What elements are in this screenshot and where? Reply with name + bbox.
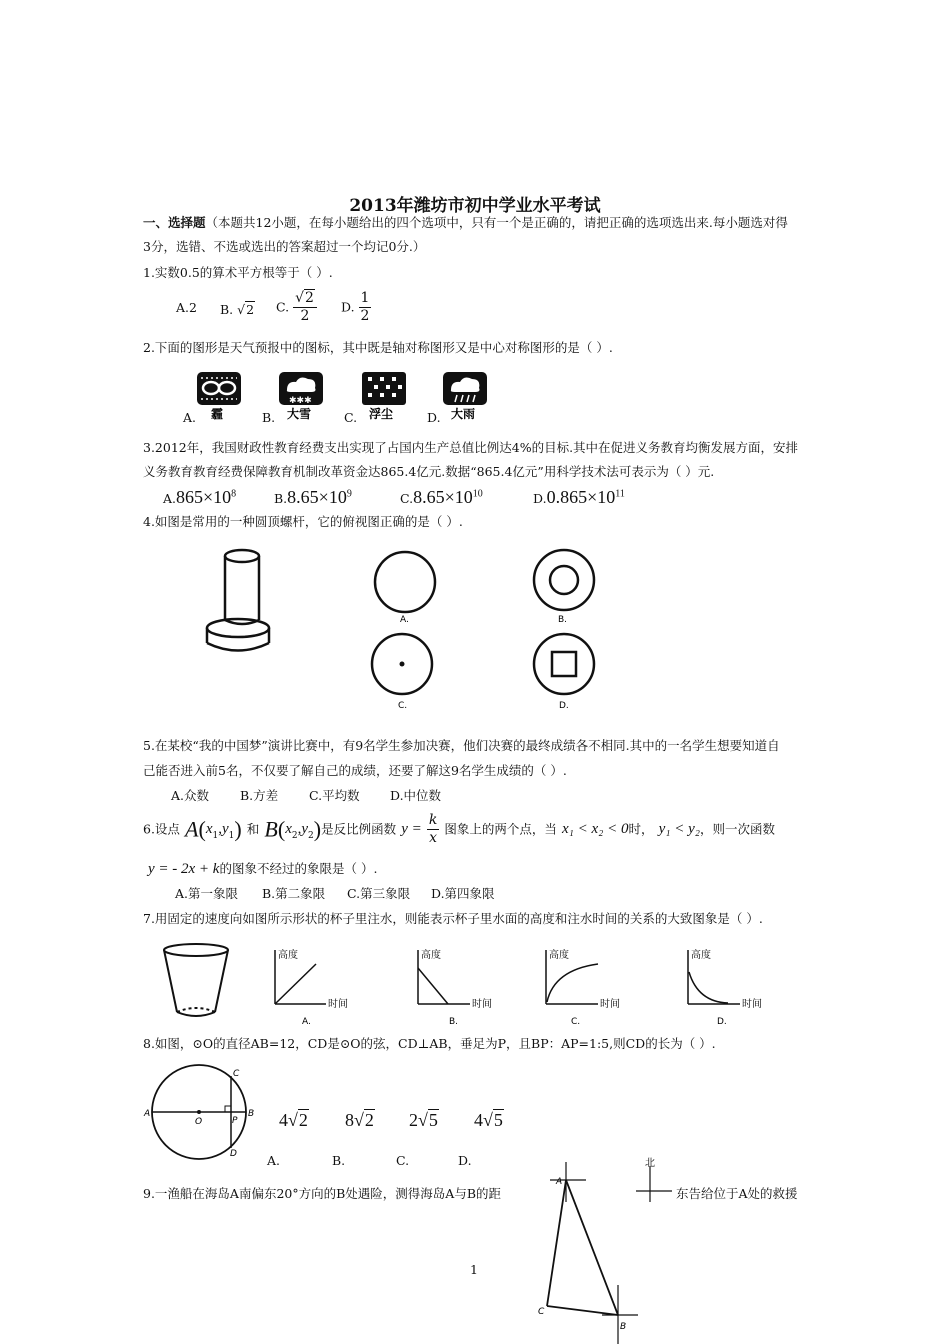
icon-label-heavy-rain: 大雨 [451,407,476,421]
section-intro-line1: （本题共12小题，在每小题给出的四个选项中，只有一个是正确的，请把正确的选项选出来.每小题选对得 [205,215,788,230]
q5-option-c[interactable]: C.平均数 [309,788,360,803]
q1-option-a[interactable]: A.2 [176,300,197,315]
section-heading: 一、选择题 [143,215,206,230]
svg-text:✱✱✱: ✱✱✱ [289,396,312,406]
q5-option-a[interactable]: A.众数 [171,788,210,803]
svg-text:时间: 时间 [328,999,348,1010]
cup-figure [164,944,228,1016]
q7-label-d: D. [717,1017,727,1027]
q1-option-d[interactable]: D. $\frac{1}{2}$ [341,290,370,324]
q2-option-d[interactable]: D. [427,410,441,425]
svg-text:时间: 时间 [742,999,762,1010]
q2-option-a[interactable]: A. [183,410,197,425]
svg-text:C: C [233,1069,240,1079]
q3-option-c[interactable]: $C.8.65\times 10^{10}$ [400,487,483,507]
q5-option-d[interactable]: D.中位数 [390,788,442,803]
heavy-rain-icon[interactable] [443,372,487,405]
svg-text:D: D [230,1149,237,1159]
page-title: 2013年潍坊市初中学业水平考试 [349,196,601,216]
q6-option-d[interactable]: D.第四象限 [431,886,495,901]
q5-line1: 5.在某校“我的中国梦”演讲比赛中，有9名学生参加决赛，他们决赛的最终成绩各不相同.其中的一名学生想要知道自 [143,738,780,753]
q8-answer-d: 4√5 [474,1110,503,1130]
q4-figure [195,540,635,715]
q6-stem-line1: 6.设点 $A(x_1,y_1)$ 和 $B(x_2,y_2)$是反比例函数 y = $\frac{k}{x}$ 图象上的两个点，当 x₁ < x₂ < 0时， y₁ < y₂，则一次函数 [143,812,775,846]
q8-circle-figure [142,1060,272,1160]
svg-text:高度: 高度 [549,950,569,961]
q2-option-b[interactable]: B. [262,410,276,425]
svg-text:O: O [195,1117,203,1127]
svg-text:A: A [144,1109,151,1119]
q3-line2: 义务教育教育经费保障教育机制改革资金达865.4亿元.数据“865.4亿元”用科学技术法可表示为（ ）元. [143,464,715,479]
q1-stem: 1.实数0.5的算术平方根等于（ ）. [143,265,333,280]
option-d-circle [534,634,594,694]
q6-option-b[interactable]: B.第二象限 [262,886,326,901]
q8-stem: 8.如图，⊙O的直径AB=12，CD是⊙O的弦，CD⊥AB，垂足为P，且BP：AP=1:5,则CD的长为（ ）. [143,1036,716,1051]
option-a-circle [375,552,435,612]
q3-line1: 3.2012年，我国财政性教育经费支出实现了占国内生产总值比例达4%的目标.其中在促进义务教育均衡发展方面，安排 [143,440,799,455]
svg-text:高度: 高度 [278,950,298,961]
dust-icon[interactable] [362,372,406,405]
icon-label-heavy-snow: 大雪 [287,407,312,421]
svg-text:P: P [232,1116,238,1126]
svg-text:时间: 时间 [600,999,620,1010]
option-b-circle [534,550,594,610]
q8-option-d[interactable]: D. [458,1153,472,1168]
q8-answer-c: 2√5 [409,1110,438,1130]
q8-option-a[interactable]: A. [267,1153,281,1168]
q4-label-b: B. [558,615,568,625]
svg-text:B: B [248,1109,255,1119]
icon-label-dust: 浮尘 [369,407,394,421]
q2-weather-icons [175,368,505,426]
icon-label-haze: 霾 [211,407,224,421]
svg-text:北: 北 [645,1158,655,1169]
q4-stem: 4.如图是常用的一种圆顶螺杆，它的俯视图正确的是（ ）. [143,514,463,529]
heavy-snow-icon[interactable] [279,372,323,406]
q3-option-a[interactable]: $A.865\times 10^8$ [163,487,237,507]
q5-line2: 己能否进入前5名，不仅要了解自己的成绩，还要了解这9名学生成绩的（ ）. [143,763,567,778]
q6-option-a[interactable]: A.第一象限 [175,886,239,901]
q2-stem: 2.下面的图形是天气预报中的图标，其中既是轴对称图形又是中心对称图形的是（ ）. [143,340,613,355]
q1-option-c[interactable]: C. $\frac{√2}{2}$ [276,290,317,325]
q3-option-d[interactable]: $D.0.865\times 10^{11}$ [533,487,625,507]
q3-option-b[interactable]: $B.8.65\times 10^9$ [274,487,352,507]
svg-text:A: A [556,1177,563,1187]
q4-label-a: A. [400,615,409,625]
q4-label-c: C. [398,701,408,711]
q1-option-b[interactable]: B. √2 [220,302,255,317]
q7-stem: 7.用固定的速度向如图所示形状的杯子里注水，则能表示杯子里水面的高度和注水时间的关系的大致图象是（ ）. [143,911,763,926]
svg-text:高度: 高度 [421,950,441,961]
svg-text:高度: 高度 [691,950,711,961]
q4-label-d: D. [559,701,569,711]
svg-text:C: C [538,1307,545,1317]
q8-option-b[interactable]: B. [332,1153,346,1168]
q8-answer-a: 4√2 [279,1110,308,1130]
svg-text:B: B [620,1322,627,1332]
q8-option-c[interactable]: C. [396,1153,410,1168]
section-intro-line2: 3分，选错、不选或选出的答案超过一个均记0分.） [143,239,426,254]
q8-answer-b: 8√2 [345,1110,374,1130]
haze-icon[interactable] [197,372,241,405]
q6-stem-line2: y = - 2x + k的图象不经过的象限是（ ）. [148,861,378,877]
q2-option-c[interactable]: C. [344,410,358,425]
q7-figure [158,940,778,1030]
q5-option-b[interactable]: B.方差 [240,788,279,803]
q7-label-b: B. [449,1017,459,1027]
q9-stem-left: 9.一渔船在海岛A南偏东20°方向的B处遇险，测得海岛A与B的距 [143,1186,502,1201]
q7-label-a: A. [302,1017,311,1027]
svg-text:时间: 时间 [472,999,492,1010]
section-intro [143,215,788,231]
q9-triangle-figure [530,1160,640,1344]
bolt-figure [207,550,269,651]
q7-label-c: C. [571,1017,581,1027]
page-number: 1 [470,1262,478,1277]
q6-option-c[interactable]: C.第三象限 [347,886,411,901]
q9-stem-right: 东告给位于A处的救援 [676,1186,798,1201]
